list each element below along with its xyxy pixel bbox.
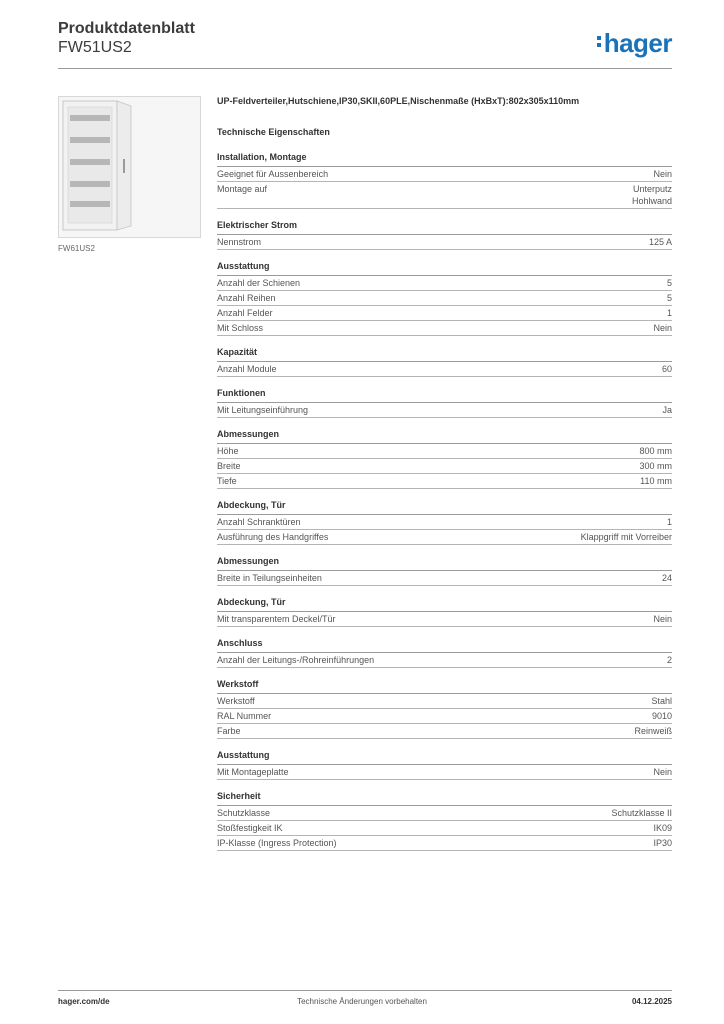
property-value: [632, 183, 672, 207]
section: [217, 596, 672, 627]
property-row: [217, 806, 672, 821]
property-label: Breite: [217, 461, 241, 471]
property-row: [217, 403, 672, 418]
header-divider: [58, 68, 672, 69]
property-value: [653, 766, 672, 778]
property-value: [651, 695, 672, 707]
property-value-line: IP30: [653, 838, 672, 848]
section-title: Elektrischer Strom: [217, 219, 672, 235]
section: [217, 499, 672, 545]
property-row: [217, 474, 672, 489]
property-label: Mit Schloss: [217, 323, 264, 333]
section-title: Kapazität: [217, 346, 672, 362]
property-value: [662, 363, 672, 375]
property-label: Werkstoff: [217, 696, 255, 706]
property-row: [217, 836, 672, 851]
section: [217, 428, 672, 489]
property-value: [634, 725, 672, 737]
property-label: RAL Nummer: [217, 711, 272, 721]
section: [217, 387, 672, 418]
product-code: FW51US2: [58, 39, 132, 56]
property-row: [217, 291, 672, 306]
property-label: Mit Montageplatte: [217, 767, 289, 777]
property-label: Stoßfestigkeit IK: [217, 823, 283, 833]
property-value-line: Nein: [653, 169, 672, 179]
property-value-line: Ja: [662, 405, 672, 415]
section-title: Abmessungen: [217, 555, 672, 571]
property-row: [217, 612, 672, 627]
tech-properties-title: Technische Eigenschaften: [217, 127, 330, 137]
section: [217, 151, 672, 209]
property-value-line: 1: [666, 308, 672, 318]
property-value-line: 1: [666, 517, 672, 527]
property-row: [217, 306, 672, 321]
property-label: Tiefe: [217, 476, 237, 486]
product-details: [217, 96, 672, 861]
property-row: [217, 530, 672, 545]
property-row: [217, 653, 672, 668]
property-value-line: 5: [666, 293, 672, 303]
property-value-line: Nein: [653, 323, 672, 333]
section-title: Anschluss: [217, 637, 672, 653]
property-value: [667, 292, 672, 304]
property-value: [649, 236, 672, 248]
logo-dots-icon: [597, 33, 601, 50]
property-row: [217, 276, 672, 291]
property-value-line: IK09: [653, 823, 672, 833]
section-title: Abdeckung, Tür: [217, 596, 672, 612]
properties-sections: [217, 151, 672, 851]
property-value: [667, 516, 672, 528]
logo-text: hager: [603, 28, 672, 58]
property-label: Farbe: [217, 726, 241, 736]
property-value-line: 300 mm: [639, 461, 672, 471]
section-title: Ausstattung: [217, 749, 672, 765]
property-row: [217, 821, 672, 836]
section-title: Abmessungen: [217, 428, 672, 444]
property-row: [217, 694, 672, 709]
section: [217, 260, 672, 336]
property-value-line: Stahl: [651, 696, 672, 706]
section-title: Werkstoff: [217, 678, 672, 694]
property-value-line: 24: [661, 573, 672, 583]
property-value: [662, 572, 672, 584]
property-value-line: 60: [661, 364, 672, 374]
section: [217, 790, 672, 851]
property-value: [581, 531, 672, 543]
property-value: [662, 404, 672, 416]
property-label: Montage auf: [217, 184, 268, 194]
property-label: IP-Klasse (Ingress Protection): [217, 838, 337, 848]
property-value-line: Klappgriff mit Vorreiber: [580, 532, 672, 542]
section: [217, 219, 672, 250]
property-value: [639, 445, 672, 457]
property-value-line: Nein: [653, 614, 672, 624]
property-row: [217, 235, 672, 250]
image-caption: FW61US2: [58, 244, 95, 253]
property-label: Breite in Teilungseinheiten: [217, 573, 322, 583]
section: [217, 678, 672, 739]
property-value-line: 9010: [651, 711, 672, 721]
property-label: Schutzklasse: [217, 808, 271, 818]
property-label: Anzahl Module: [217, 364, 277, 374]
property-value: [653, 168, 672, 180]
property-value: [653, 837, 672, 849]
hager-logo: [597, 28, 672, 59]
footer-date: 04.12.2025: [631, 997, 672, 1006]
property-label: Mit transparentem Deckel/Tür: [217, 614, 336, 624]
distribution-cabinet-image: [59, 97, 200, 237]
property-value-line: 110 mm: [640, 476, 672, 486]
property-value: [667, 277, 672, 289]
property-value-line: Nein: [653, 767, 672, 777]
property-label: Anzahl Felder: [217, 308, 273, 318]
property-value-line: 800 mm: [639, 446, 672, 456]
property-label: Geeignet für Aussenbereich: [217, 169, 329, 179]
footer-website: hager.com/de: [58, 997, 110, 1006]
property-value: [653, 322, 672, 334]
product-headline: UP-Feldverteiler,Hutschiene,IP30,SKII,60PLE,Nischenmaße (HxBxT):802x305x110mm: [217, 96, 580, 106]
property-value: [611, 807, 672, 819]
property-row: [217, 709, 672, 724]
property-value-line: Unterputz: [632, 184, 672, 194]
property-label: Anzahl der Schienen: [217, 278, 301, 288]
property-row: [217, 765, 672, 780]
property-label: Anzahl Schranktüren: [217, 517, 301, 527]
property-row: [217, 182, 672, 209]
section-title: Abdeckung, Tür: [217, 499, 672, 515]
property-value-line: 5: [666, 278, 672, 288]
property-value: [653, 822, 672, 834]
footer-divider: [58, 990, 672, 991]
section: [217, 555, 672, 586]
section-title: Sicherheit: [217, 790, 672, 806]
footer-notice: Technische Änderungen vorbehalten: [297, 997, 427, 1006]
section-title: Installation, Montage: [217, 151, 672, 167]
property-label: Ausführung des Handgriffes: [217, 532, 329, 542]
property-row: [217, 515, 672, 530]
section: [217, 637, 672, 668]
property-row: [217, 444, 672, 459]
property-value: [640, 475, 672, 487]
property-row: [217, 459, 672, 474]
property-value: [652, 710, 672, 722]
product-image: [58, 96, 201, 238]
section-title: Funktionen: [217, 387, 672, 403]
property-label: Anzahl der Leitungs-/Rohreinführungen: [217, 655, 375, 665]
property-label: Höhe: [217, 446, 239, 456]
property-value-line: 2: [666, 655, 672, 665]
section: [217, 346, 672, 377]
property-row: [217, 362, 672, 377]
page-title: Produktdatenblatt: [58, 20, 195, 37]
property-row: [217, 571, 672, 586]
property-label: Mit Leitungseinführung: [217, 405, 309, 415]
property-label: Nennstrom: [217, 237, 262, 247]
property-value-line: Schutzklasse II: [611, 808, 672, 818]
property-row: [217, 167, 672, 182]
property-value: [653, 613, 672, 625]
property-value: [667, 654, 672, 666]
property-value-line: Hohlwand: [631, 196, 672, 206]
property-value-line: Reinweiß: [634, 726, 672, 736]
property-value: [667, 307, 672, 319]
section: [217, 749, 672, 780]
property-row: [217, 724, 672, 739]
property-value: [639, 460, 672, 472]
property-label: Anzahl Reihen: [217, 293, 276, 303]
property-value-line: 125 A: [648, 237, 672, 247]
property-row: [217, 321, 672, 336]
section-title: Ausstattung: [217, 260, 672, 276]
